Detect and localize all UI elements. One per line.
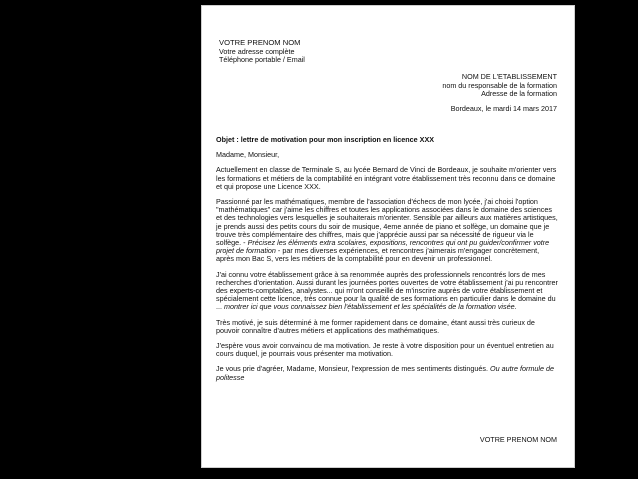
letter-date: Bordeaux, le mardi 14 mars 2017 xyxy=(450,103,557,113)
recipient-block xyxy=(442,73,557,113)
recipient-responsible: nom du responsable de la formation xyxy=(442,80,557,90)
sender-contact: Téléphone portable / Email xyxy=(219,55,305,65)
paragraph-availability: J'espère vous avoir convaincu de ma motivation. Je reste à votre disposition pour un éventuel entretien au cours duquel, je pourrais vous présenter ma motivation. xyxy=(216,341,554,359)
signature: VOTRE PRENOM NOM xyxy=(479,435,557,444)
paragraph-intro: Actuellement en classe de Terminale S, au lycée Bernard de Vinci de Bordeaux, je souhaite m'orienter vers les formations et métiers de la comptabilité en intégrant votre établissement très reconnu dans ce domaine et qui propose une Licence XXX. xyxy=(216,165,557,191)
recipient-establishment: NOM DE L'ETABLISSEMENT xyxy=(461,72,557,81)
recipient-address: Adresse de la formation xyxy=(481,89,557,99)
sender-name: VOTRE PRENOM NOM xyxy=(219,38,301,47)
letter-subject: Objet : lettre de motivation pour mon inscription en licence XXX xyxy=(216,135,435,144)
paragraph-determination: Très motivé, je suis déterminé à me former rapidement dans ce domaine, étant aussi très curieux de pouvoir connaître d'autres métiers et applications des mathématiques. xyxy=(216,317,535,335)
sender-block xyxy=(219,39,305,65)
sender-address: Votre adresse complète xyxy=(219,46,295,56)
closing-formula-hint: Ou autre formule de politesse xyxy=(216,364,554,382)
paragraph-establishment-hint: montrer ici que vous connaissez bien l'établissement et les spécialités de la formation visée. xyxy=(224,302,517,312)
letter-greeting: Madame, Monsieur, xyxy=(216,150,280,160)
paragraph-motivation-end: - par mes diverses expériences, et rencontres j'aimerais m'engager concrètement, après mon Bac S, vers les métiers de la comptabilité pour en devenir un professionnel. xyxy=(216,246,540,264)
closing-text: Je vous prie d'agréer, Madame, Monsieur, l'expression de mes sentiments distingués. xyxy=(216,364,491,374)
paragraph-establishment-text: J'ai connu votre établissement grâce à sa renommée auprès des professionnels rencontrés lors de mes recherches d'orientation. Aussi durant les journées portes ouvertes de votre établissement j'ai pu rencontrer des experts-comptables, analystes... qui m'ont conseillé de m'inscrire auprès de votre établissement et spécialement cette licence, très connue pour la qualité de ses formations en particulier dans le domaine du ... xyxy=(216,269,558,312)
paragraph-motivation xyxy=(216,198,559,264)
letter-page xyxy=(201,5,575,468)
paragraph-closing xyxy=(216,365,559,381)
letter-body xyxy=(216,136,559,389)
paragraph-motivation-hint: Précisez les éléments extra scolaires, expositions, rencontres qui ont pu guider/confirmer votre projet de formation xyxy=(216,238,550,256)
paragraph-establishment xyxy=(216,271,559,312)
paragraph-motivation-text: Passionné par les mathématiques, membre de l'association d'échecs de mon lycée, j'ai choisi l'option "mathématiques" car j'aime les chiffres et toutes les applications associées dans le domaine des sciences et des technologies vers lesquelles je souhaiterais m'orienter. Sensible par ailleurs aux matières artistiques, je prends aussi des petits cours du soir de musique, 4eme année de piano et solfège, un domaine que je trouve très complémentaire des chiffres, mais que j'apprécie aussi par sa nécessité de rigueur via le solfège. - xyxy=(216,197,558,248)
